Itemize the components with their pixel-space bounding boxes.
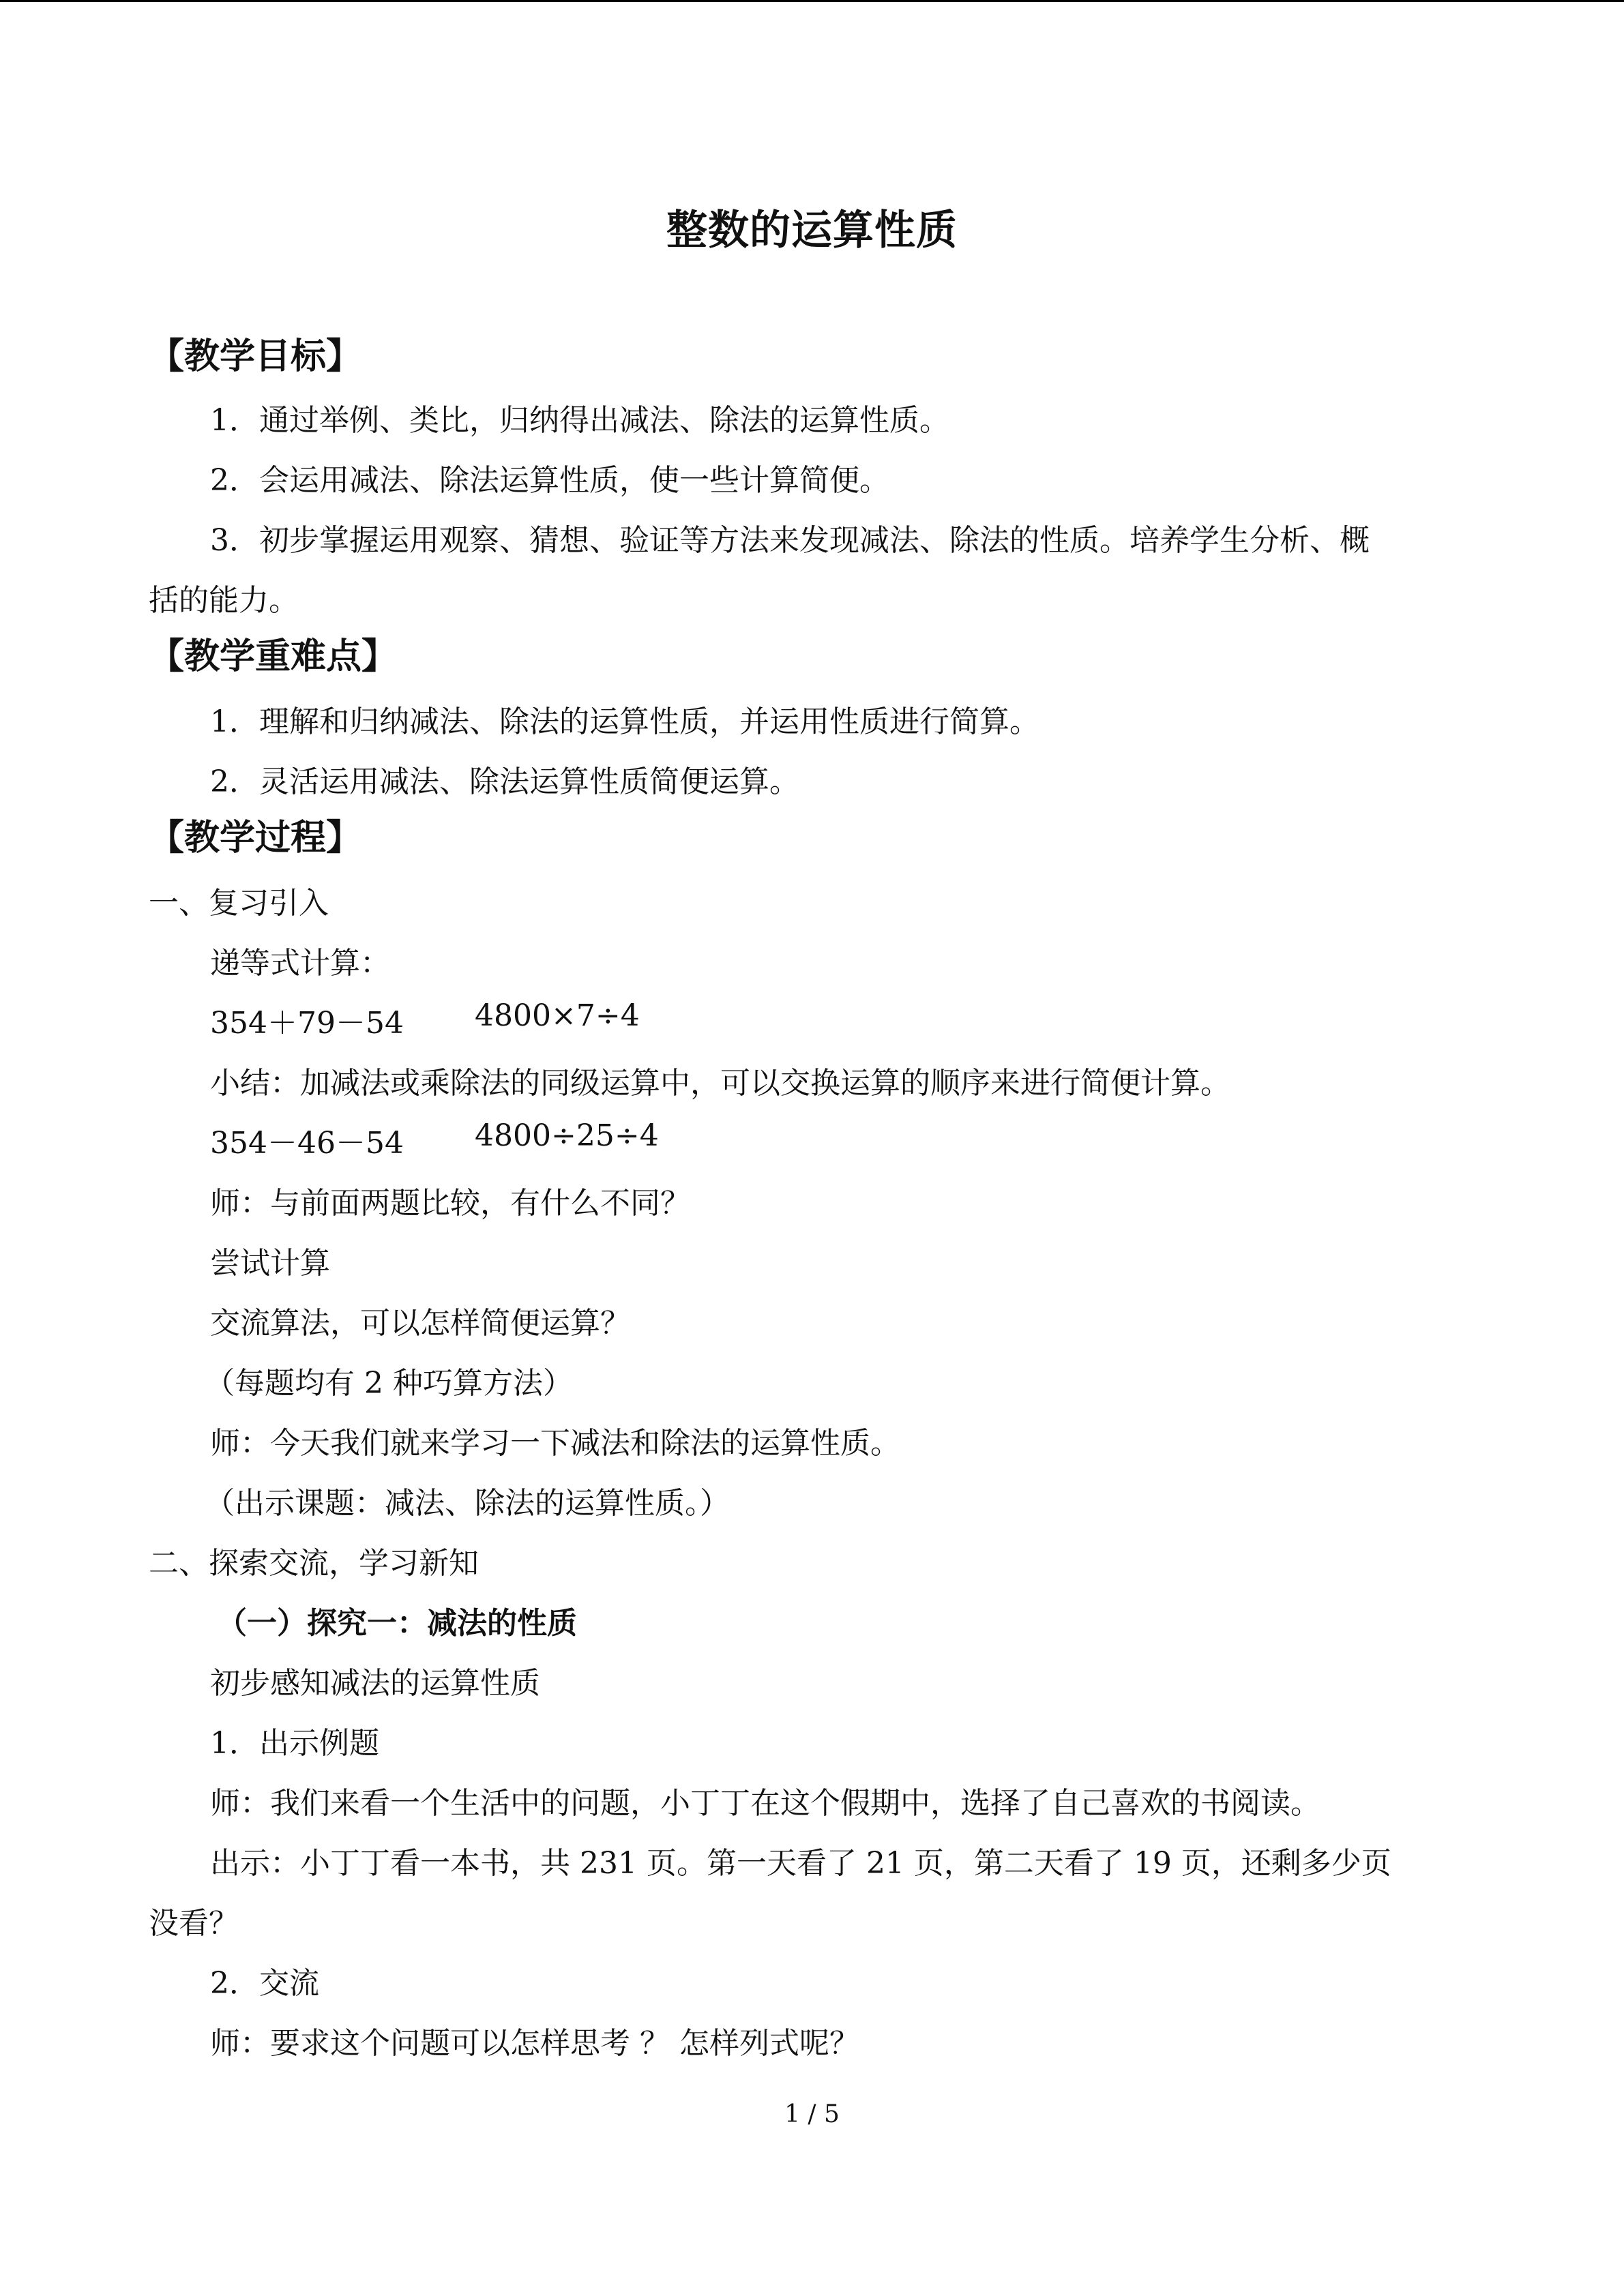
page-title: 整数的运算性质	[666, 207, 958, 254]
line-compare: 师：与前面两题比较，有什么不同？	[210, 1186, 690, 1221]
line-today: 师：今天我们就来学习一下减法和除法的运算性质。	[210, 1426, 900, 1461]
line-topic: （出示课题：减法、除法的运算性质。）	[205, 1486, 730, 1521]
line-teacher-question: 师：要求这个问题可以怎样思考 ？ 怎样列式呢？	[210, 2026, 859, 2061]
subsection-1-title: （一）探究一：减法的性质	[217, 1606, 577, 1641]
equation-1b: 4800×7÷4	[475, 998, 640, 1033]
line-example: 1．出示例题	[210, 1726, 379, 1761]
line-calc: 递等式计算：	[210, 946, 390, 981]
equation-2b: 4800÷25÷4	[475, 1118, 659, 1153]
goal-3-line2: 括的能力。	[149, 583, 299, 618]
line-perceive: 初步感知减法的运算性质	[210, 1666, 540, 1701]
line-teacher-problem: 师：我们来看一个生活中的问题，小丁丁在这个假期中，选择了自己喜欢的书阅读。	[210, 1786, 1320, 1821]
page-number: 1 / 5	[784, 2100, 840, 2128]
heading-process: 【教学过程】	[149, 817, 362, 859]
goal-3-line1: 3．初步掌握运用观察、猜想、验证等方法来发现减法、除法的性质。培养学生分析、概	[210, 523, 1370, 558]
equation-1a: 354＋79－54	[210, 1006, 404, 1041]
equation-2a: 354－46－54	[210, 1126, 404, 1161]
heading-key-points: 【教学重难点】	[149, 636, 398, 677]
heading-goals: 【教学目标】	[149, 336, 362, 377]
key-2: 2．灵活运用减法、除法运算性质简便运算。	[210, 764, 799, 799]
line-exchange: 交流算法，可以怎样简便运算？	[210, 1306, 630, 1341]
part-2-title: 二、探索交流，学习新知	[149, 1546, 479, 1581]
goal-1: 1．通过举例、类比，归纳得出减法、除法的运算性质。	[210, 403, 949, 438]
part-1-title: 一、复习引入	[149, 886, 329, 921]
line-note: （每题均有 2 种巧算方法）	[205, 1366, 573, 1401]
line-summary: 小结：加减法或乘除法的同级运算中，可以交换运算的顺序来进行简便计算。	[210, 1066, 1230, 1101]
key-1: 1．理解和归纳减法、除法的运算性质，并运用性质进行简算。	[210, 704, 1039, 739]
line-try: 尝试计算	[210, 1246, 330, 1281]
line-discuss: 2．交流	[210, 1966, 319, 2001]
line-show-line2: 没看？	[149, 1906, 239, 1941]
line-show-line1: 出示：小丁丁看一本书，共 231 页。第一天看了 21 页，第二天看了 19 页，还剩多少页	[210, 1846, 1391, 1881]
goal-2: 2．会运用减法、除法运算性质，使一些计算简便。	[210, 463, 889, 498]
top-border	[0, 0, 1624, 2]
